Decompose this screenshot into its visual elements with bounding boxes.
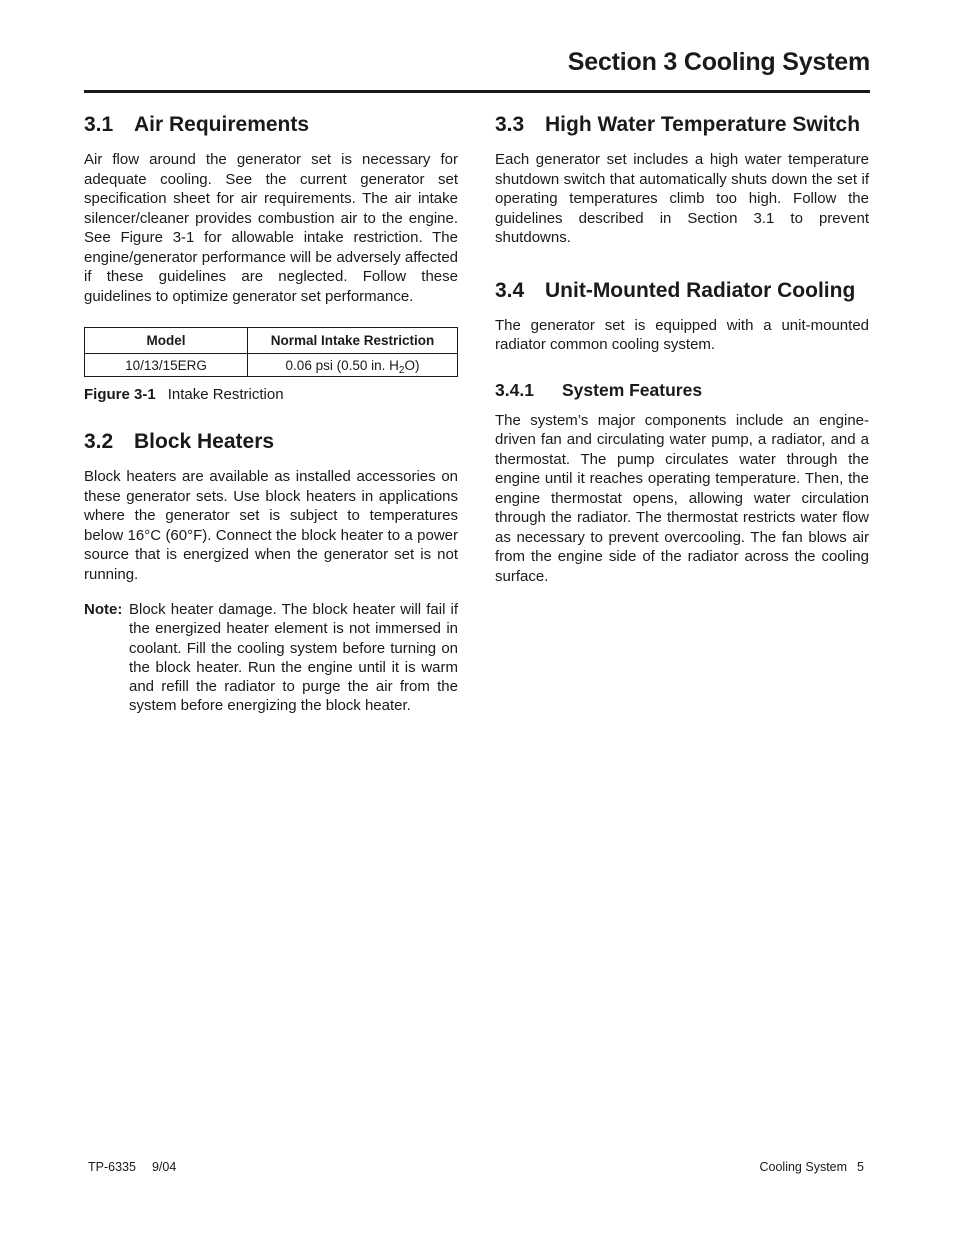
section-title: Block Heaters — [134, 430, 275, 453]
subsection-title: System Features — [562, 379, 703, 400]
figure-label: Figure 3-1 — [84, 386, 156, 403]
section-heading-high-water-temperature-switch — [495, 112, 869, 138]
page-title: Section 3 Cooling System — [567, 48, 870, 76]
right-column — [495, 112, 869, 586]
section-number: 3.2 — [84, 430, 114, 453]
restriction-suffix: O) — [404, 357, 420, 373]
section-title: High Water Temperature Switch — [545, 113, 861, 136]
note-text: Block heater damage. The block heater will fail if the energized heater element is not immersed in coolant. Fill the cooling system before turning on the block heater. Run the engine until it is warm and refill the radiator to purge the air from the system before energizing the block heater. — [129, 601, 458, 715]
radiator-paragraph: The generator set is equipped with a unit-mounted radiator common cooling system. — [495, 316, 869, 353]
air-requirements-paragraph: Air flow around the generator set is necessary for adequate cooling. See the current generator set specification sheet for air requirements. The air intake silencer/cleaner provides combustion air to the engine. See Figure 3-1 for allowable intake restriction. The engine/generator performance will be adversely affected if these guidelines are neglected. Follow these guidelines to optimize generator set performance. — [84, 151, 458, 305]
system-features-paragraph: The system’s major components include an engine-driven fan and circulating water pump, a radiator, and a thermostat. The pump circulates water through the engine until it reaches operating temperature. Then, the engine thermostat opens, allowing water circulation through the radiator. The thermostat restricts water flow as necessary to prevent overcooling. The fan blows air from the engine side of the radiator across the cooling surface. — [495, 411, 869, 585]
subsection-number: 3.4.1 — [495, 379, 534, 400]
table-cell-restriction — [248, 354, 458, 377]
subsection-heading-system-features — [495, 379, 869, 401]
note-label: Note: — [84, 601, 123, 618]
footer-page-info — [760, 1160, 865, 1174]
restriction-value: 0.06 psi (0.50 in. H — [285, 357, 399, 373]
footer-section-name: Cooling System — [759, 1160, 848, 1174]
subscript: 2 — [398, 364, 405, 376]
section-title: Unit-Mounted Radiator Cooling — [545, 278, 856, 302]
block-heaters-paragraph: Block heaters are available as installed accessories on these generator sets. Use block heaters in applications where the generator set is subject to temperatures below 16°C (60°F). Connect the block heater to a power source that is energized when the generator set is not running. — [84, 468, 458, 583]
figure-caption — [84, 385, 458, 405]
section-heading-block-heaters — [84, 429, 458, 455]
title-rule — [84, 90, 870, 93]
table-header-row — [85, 328, 458, 354]
left-column — [84, 112, 458, 716]
section-heading-unit-mounted-radiator — [495, 278, 869, 304]
table-row — [85, 354, 458, 377]
section-number: 3.3 — [495, 113, 525, 136]
document-date: 9/04 — [151, 1160, 177, 1174]
table-cell-model: 10/13/15ERG — [85, 354, 248, 377]
figure-caption-text: Intake Restriction — [167, 386, 284, 403]
footer-document-id — [88, 1160, 176, 1174]
intake-restriction-table — [84, 327, 458, 377]
document-number: TP-6335 — [88, 1160, 136, 1174]
table-header-model: Model — [85, 328, 248, 354]
section-title: Air Requirements — [134, 113, 310, 136]
table-header-restriction: Normal Intake Restriction — [248, 328, 458, 354]
note-block — [84, 600, 458, 716]
high-water-switch-paragraph: Each generator set includes a high water temperature shutdown switch that automatically shuts down the set if operating temperatures climb too high. Follow the guidelines described in Section 3.1 to prevent shutdowns. — [495, 151, 869, 246]
page-number: 5 — [857, 1160, 864, 1174]
section-number: 3.4 — [495, 278, 525, 302]
section-heading-air-requirements — [84, 112, 458, 138]
section-number: 3.1 — [84, 113, 114, 136]
